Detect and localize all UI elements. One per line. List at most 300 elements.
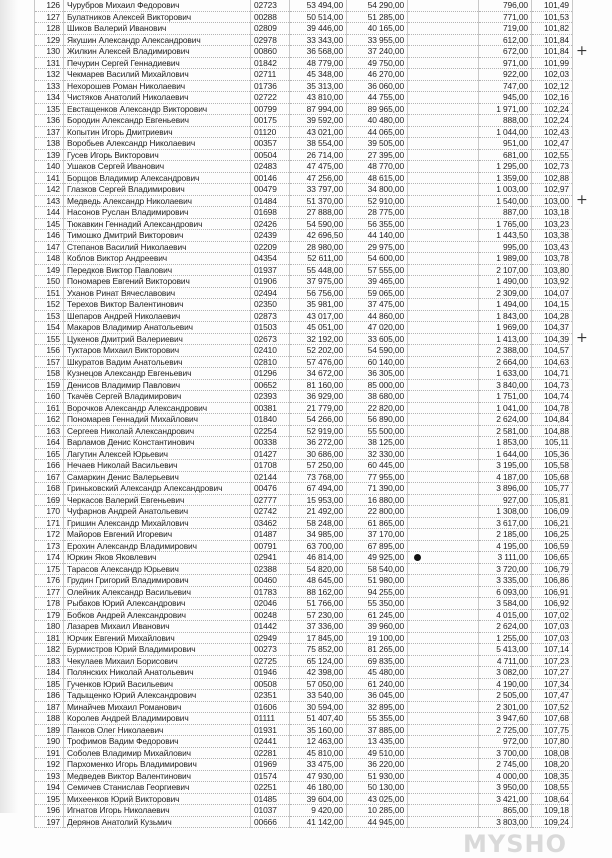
percent-cell: 107,34: [532, 678, 573, 690]
amount-after-cell: 10 285,00: [347, 805, 408, 817]
difference-cell: 3 421,00: [479, 793, 532, 805]
percent-cell: 107,80: [532, 736, 573, 748]
empty-cell-cell: [408, 793, 479, 805]
table-row: [35, 322, 573, 334]
empty-cell-cell: [408, 23, 479, 35]
employee-id-cell: 01484: [251, 195, 290, 207]
employee-id-cell: 02810: [251, 356, 290, 368]
table-row: [35, 782, 573, 794]
amount-after-cell: 54 290,00: [347, 0, 408, 11]
amount-before-cell: 37 336,00: [290, 621, 347, 633]
full-name-cell: Олейник Александр Васильевич: [64, 586, 251, 598]
amount-after-cell: 69 835,00: [347, 655, 408, 667]
amount-after-cell: 51 930,00: [347, 770, 408, 782]
row-number-cell: 181: [35, 632, 64, 644]
amount-after-cell: 77 955,00: [347, 471, 408, 483]
full-name-cell: Дерянов Анатолий Кузьмич: [64, 816, 251, 828]
amount-after-cell: 49 510,00: [347, 747, 408, 759]
amount-before-cell: 33 540,00: [290, 690, 347, 702]
amount-before-cell: 28 980,00: [290, 241, 347, 253]
amount-after-cell: 38 125,00: [347, 437, 408, 449]
amount-before-cell: 21 492,00: [290, 506, 347, 518]
percent-cell: 107,23: [532, 655, 573, 667]
empty-cell-cell: [408, 575, 479, 587]
handwritten-mark: +: [576, 42, 588, 59]
table-row: [35, 414, 573, 426]
row-number-cell: 133: [35, 80, 64, 92]
full-name-cell: Денисов Владимир Павлович: [64, 379, 251, 391]
difference-cell: 1 413,00: [479, 333, 532, 345]
table-row: [35, 241, 573, 253]
empty-cell-cell: [408, 379, 479, 391]
empty-cell-cell: [408, 80, 479, 92]
amount-after-cell: 40 165,00: [347, 23, 408, 35]
percent-cell: 104,39: [532, 333, 573, 345]
percent-cell: 105,58: [532, 460, 573, 472]
table-row: [35, 287, 573, 299]
table-row: [35, 195, 573, 207]
table-row: [35, 230, 573, 242]
percent-cell: 101,99: [532, 57, 573, 69]
employee-id-cell: 00248: [251, 609, 290, 621]
table-row: [35, 701, 573, 713]
amount-after-cell: 81 265,00: [347, 644, 408, 656]
full-name-cell: Кузнецов Александр Евгеньевич: [64, 368, 251, 380]
table-row: [35, 368, 573, 380]
empty-cell-cell: [408, 655, 479, 667]
difference-cell: 1 751,00: [479, 391, 532, 403]
amount-after-cell: 32 895,00: [347, 701, 408, 713]
amount-before-cell: 36 568,00: [290, 46, 347, 58]
empty-cell-cell: [408, 253, 479, 265]
amount-before-cell: 63 700,00: [290, 540, 347, 552]
row-number-cell: 139: [35, 149, 64, 161]
amount-before-cell: 57 250,00: [290, 460, 347, 472]
row-number-cell: 182: [35, 644, 64, 656]
percent-cell: 102,97: [532, 184, 573, 196]
employee-id-cell: 00508: [251, 678, 290, 690]
percent-cell: 108,55: [532, 782, 573, 794]
employee-id-cell: 02809: [251, 23, 290, 35]
percent-cell: 102,24: [532, 115, 573, 127]
amount-before-cell: 38 554,00: [290, 138, 347, 150]
table-row: [35, 759, 573, 771]
amount-before-cell: 35 160,00: [290, 724, 347, 736]
table-row: [35, 34, 573, 46]
difference-cell: 4 195,00: [479, 540, 532, 552]
difference-cell: 796,00: [479, 0, 532, 11]
full-name-cell: Гусев Игорь Викторович: [64, 149, 251, 161]
full-name-cell: Тадыщенко Юрий Александрович: [64, 690, 251, 702]
handwritten-mark: +: [576, 330, 588, 346]
amount-before-cell: 33 343,00: [290, 34, 347, 46]
amount-before-cell: 56 756,00: [290, 287, 347, 299]
percent-cell: 102,16: [532, 92, 573, 104]
row-number-cell: 165: [35, 448, 64, 460]
amount-after-cell: 59 065,00: [347, 287, 408, 299]
full-name-cell: Лазарев Михаил Иванович: [64, 621, 251, 633]
employee-id-cell: 00460: [251, 575, 290, 587]
employee-id-cell: 02777: [251, 494, 290, 506]
empty-cell-cell: [408, 540, 479, 552]
table-row: [35, 437, 573, 449]
percent-cell: 106,86: [532, 575, 573, 587]
empty-cell-cell: [408, 736, 479, 748]
table-row: [35, 207, 573, 219]
difference-cell: 3 335,00: [479, 575, 532, 587]
empty-cell-cell: [408, 184, 479, 196]
difference-cell: 2 581,00: [479, 425, 532, 437]
full-name-cell: Полянских Николай Анатольевич: [64, 667, 251, 679]
employee-id-cell: 00791: [251, 540, 290, 552]
full-name-cell: Коблов Виктор Андреевич: [64, 253, 251, 265]
difference-cell: 1 255,00: [479, 632, 532, 644]
amount-before-cell: 88 162,00: [290, 586, 347, 598]
amount-after-cell: 36 220,00: [347, 759, 408, 771]
percent-cell: 105,77: [532, 483, 573, 495]
full-name-cell: Насонов Руслан Владимирович: [64, 207, 251, 219]
amount-after-cell: 51 980,00: [347, 575, 408, 587]
table-row: [35, 552, 573, 564]
amount-before-cell: 26 714,00: [290, 149, 347, 161]
employee-id-cell: 00476: [251, 483, 290, 495]
row-number-cell: 155: [35, 333, 64, 345]
amount-after-cell: 16 880,00: [347, 494, 408, 506]
row-number-cell: 146: [35, 230, 64, 242]
difference-cell: 3 896,00: [479, 483, 532, 495]
amount-after-cell: 19 100,00: [347, 632, 408, 644]
amount-before-cell: 48 779,00: [290, 57, 347, 69]
row-number-cell: 152: [35, 299, 64, 311]
difference-cell: 1 853,00: [479, 437, 532, 449]
full-name-cell: Соболев Владимир Михайлович: [64, 747, 251, 759]
employee-id-cell: 02711: [251, 69, 290, 81]
percent-cell: 101,53: [532, 11, 573, 23]
amount-before-cell: 73 768,00: [290, 471, 347, 483]
table-row: [35, 299, 573, 311]
full-name-cell: Рыбаков Юрий Александрович: [64, 598, 251, 610]
empty-cell-cell: [408, 690, 479, 702]
employee-id-cell: 01842: [251, 57, 290, 69]
full-name-cell: Ворочков Александр Александрович: [64, 402, 251, 414]
amount-before-cell: 17 845,00: [290, 632, 347, 644]
employee-id-cell: 00799: [251, 103, 290, 115]
empty-cell-cell: [408, 287, 479, 299]
full-name-cell: Макаров Владимир Анатольевич: [64, 322, 251, 334]
row-number-cell: 167: [35, 471, 64, 483]
row-number-cell: 173: [35, 540, 64, 552]
amount-before-cell: 67 494,00: [290, 483, 347, 495]
amount-after-cell: 48 770,00: [347, 161, 408, 173]
full-name-cell: Глазков Сергей Владимирович: [64, 184, 251, 196]
employee-id-cell: 02742: [251, 506, 290, 518]
amount-before-cell: 27 888,00: [290, 207, 347, 219]
full-name-cell: Чуфарнов Андрей Анатольевич: [64, 506, 251, 518]
amount-after-cell: 55 350,00: [347, 598, 408, 610]
percent-cell: 106,91: [532, 586, 573, 598]
empty-cell-cell: [408, 161, 479, 173]
employee-id-cell: 01937: [251, 264, 290, 276]
empty-cell-cell: [408, 586, 479, 598]
percent-cell: 101,84: [532, 46, 573, 58]
full-name-cell: Булатников Алексей Викторович: [64, 11, 251, 23]
table-row: [35, 253, 573, 265]
amount-after-cell: 49 925,00: [347, 552, 408, 564]
amount-before-cell: 51 407,40: [290, 713, 347, 725]
empty-cell-cell: [408, 816, 479, 828]
amount-before-cell: 48 645,00: [290, 575, 347, 587]
difference-cell: 672,00: [479, 46, 532, 58]
percent-cell: 108,64: [532, 793, 573, 805]
row-number-cell: 159: [35, 379, 64, 391]
amount-after-cell: 39 465,00: [347, 276, 408, 288]
amount-before-cell: 75 852,00: [290, 644, 347, 656]
full-name-cell: Пархоменко Игорь Владимирович: [64, 759, 251, 771]
amount-after-cell: 46 270,00: [347, 69, 408, 81]
percent-cell: 107,02: [532, 609, 573, 621]
employee-id-cell: 00357: [251, 138, 290, 150]
percent-cell: 101,84: [532, 34, 573, 46]
amount-after-cell: 33 605,00: [347, 333, 408, 345]
table-row: [35, 736, 573, 748]
amount-before-cell: 53 494,00: [290, 0, 347, 11]
amount-after-cell: 67 895,00: [347, 540, 408, 552]
empty-cell-cell: [408, 471, 479, 483]
percent-cell: 107,03: [532, 632, 573, 644]
percent-cell: 102,55: [532, 149, 573, 161]
difference-cell: 888,00: [479, 115, 532, 127]
table-row: [35, 69, 573, 81]
difference-cell: 681,00: [479, 149, 532, 161]
empty-cell-cell: [408, 310, 479, 322]
empty-cell-cell: [408, 126, 479, 138]
table-row: [35, 448, 573, 460]
amount-before-cell: 39 592,00: [290, 115, 347, 127]
full-name-cell: Ерохин Александр Владимирович: [64, 540, 251, 552]
percent-cell: 105,36: [532, 448, 573, 460]
empty-cell-cell: [408, 172, 479, 184]
amount-after-cell: 37 170,00: [347, 529, 408, 541]
table-row: [35, 667, 573, 679]
amount-before-cell: 33 797,00: [290, 184, 347, 196]
employee-id-cell: 00860: [251, 46, 290, 58]
difference-cell: 4 711,00: [479, 655, 532, 667]
amount-after-cell: 47 020,00: [347, 322, 408, 334]
amount-after-cell: 52 910,00: [347, 195, 408, 207]
percent-cell: 104,07: [532, 287, 573, 299]
amount-before-cell: 9 420,00: [290, 805, 347, 817]
percent-cell: 102,12: [532, 80, 573, 92]
difference-cell: 971,00: [479, 57, 532, 69]
difference-cell: 3 720,00: [479, 563, 532, 575]
difference-cell: 1 989,00: [479, 253, 532, 265]
employee-id-cell: 02978: [251, 34, 290, 46]
row-number-cell: 193: [35, 770, 64, 782]
empty-cell-cell: [408, 115, 479, 127]
full-name-cell: Уханов Ринат Вячеславович: [64, 287, 251, 299]
empty-cell-cell: [408, 103, 479, 115]
difference-cell: 3 111,00: [479, 552, 532, 564]
percent-cell: 104,78: [532, 402, 573, 414]
amount-before-cell: 39 604,00: [290, 793, 347, 805]
empty-cell-cell: [408, 517, 479, 529]
full-name-cell: Пономарев Геннадий Михайлович: [64, 414, 251, 426]
empty-cell-cell: [408, 195, 479, 207]
empty-cell-cell: [408, 563, 479, 575]
full-name-cell: Сергеев Николай Александрович: [64, 425, 251, 437]
amount-before-cell: 43 810,00: [290, 92, 347, 104]
full-name-cell: Нечаев Николай Васильевич: [64, 460, 251, 472]
empty-cell-cell: [408, 782, 479, 794]
table-row: [35, 609, 573, 621]
amount-before-cell: 65 124,00: [290, 655, 347, 667]
empty-cell-cell: [408, 678, 479, 690]
percent-cell: 104,74: [532, 391, 573, 403]
percent-cell: 107,75: [532, 724, 573, 736]
amount-after-cell: 39 505,00: [347, 138, 408, 150]
watermark: MYSHO: [463, 830, 568, 858]
empty-cell-cell: [408, 402, 479, 414]
amount-after-cell: 54 600,00: [347, 253, 408, 265]
table-row: [35, 172, 573, 184]
difference-cell: 3 082,00: [479, 667, 532, 679]
row-number-cell: 189: [35, 724, 64, 736]
percent-cell: 107,68: [532, 713, 573, 725]
amount-before-cell: 45 348,00: [290, 69, 347, 81]
row-number-cell: 150: [35, 276, 64, 288]
empty-cell-cell: [408, 414, 479, 426]
amount-before-cell: 36 272,00: [290, 437, 347, 449]
amount-before-cell: 36 929,00: [290, 391, 347, 403]
amount-before-cell: 43 021,00: [290, 126, 347, 138]
amount-before-cell: 34 985,00: [290, 529, 347, 541]
amount-before-cell: 30 686,00: [290, 448, 347, 460]
full-name-cell: Варламов Денис Константинович: [64, 437, 251, 449]
full-name-cell: Королев Андрей Владимирович: [64, 713, 251, 725]
row-number-cell: 191: [35, 747, 64, 759]
row-number-cell: 131: [35, 57, 64, 69]
amount-before-cell: 55 448,00: [290, 264, 347, 276]
empty-cell-cell: [408, 701, 479, 713]
amount-before-cell: 81 160,00: [290, 379, 347, 391]
amount-before-cell: 30 594,00: [290, 701, 347, 713]
amount-after-cell: 28 775,00: [347, 207, 408, 219]
full-name-cell: Тимошко Дмитрий Викторович: [64, 230, 251, 242]
amount-before-cell: 37 975,00: [290, 276, 347, 288]
amount-after-cell: 89 965,00: [347, 103, 408, 115]
difference-cell: 2 624,00: [479, 414, 532, 426]
percent-cell: 104,57: [532, 345, 573, 357]
amount-before-cell: 32 192,00: [290, 333, 347, 345]
amount-before-cell: 21 779,00: [290, 402, 347, 414]
amount-after-cell: 39 960,00: [347, 621, 408, 633]
percent-cell: 104,15: [532, 299, 573, 311]
table-row: [35, 276, 573, 288]
empty-cell-cell: [408, 644, 479, 656]
amount-after-cell: 56 355,00: [347, 218, 408, 230]
table-row: [35, 816, 573, 828]
employee-id-cell: 01946: [251, 667, 290, 679]
amount-before-cell: 52 611,00: [290, 253, 347, 265]
table-body: [35, 0, 573, 828]
full-name-cell: Лагутин Алексей Юрьевич: [64, 448, 251, 460]
table-row: [35, 103, 573, 115]
full-name-cell: Шепаров Андрей Николаевич: [64, 310, 251, 322]
row-number-cell: 170: [35, 506, 64, 518]
employee-id-cell: 00504: [251, 149, 290, 161]
row-number-cell: 180: [35, 621, 64, 633]
full-name-cell: Чекмарев Василий Михайлович: [64, 69, 251, 81]
employee-id-cell: 01783: [251, 586, 290, 598]
difference-cell: 1 295,00: [479, 161, 532, 173]
empty-cell-cell: [408, 506, 479, 518]
table-row: [35, 345, 573, 357]
amount-before-cell: 45 051,00: [290, 322, 347, 334]
amount-before-cell: 57 050,00: [290, 678, 347, 690]
full-name-cell: Бородин Александр Евгеньевич: [64, 115, 251, 127]
amount-before-cell: 41 142,00: [290, 816, 347, 828]
employee-id-cell: 01931: [251, 724, 290, 736]
full-name-cell: Чурубров Михаил Федорович: [64, 0, 251, 11]
empty-cell-cell: [408, 667, 479, 679]
empty-cell-cell: [408, 149, 479, 161]
difference-cell: 922,00: [479, 69, 532, 81]
row-number-cell: 168: [35, 483, 64, 495]
amount-before-cell: 46 180,00: [290, 782, 347, 794]
amount-before-cell: 35 313,00: [290, 80, 347, 92]
table-row: [35, 770, 573, 782]
table-row: [35, 460, 573, 472]
row-number-cell: 179: [35, 609, 64, 621]
difference-cell: 4 190,00: [479, 678, 532, 690]
percent-cell: 106,65: [532, 552, 573, 564]
percent-cell: 106,79: [532, 563, 573, 575]
empty-cell-cell: [408, 483, 479, 495]
employee-id-cell: 00288: [251, 11, 290, 23]
full-name-cell: Евстащенков Александр Викторович: [64, 103, 251, 115]
row-number-cell: 177: [35, 586, 64, 598]
amount-after-cell: 43 025,00: [347, 793, 408, 805]
employee-id-cell: 00666: [251, 816, 290, 828]
row-number-cell: 166: [35, 460, 64, 472]
percent-cell: 103,92: [532, 276, 573, 288]
table-row: [35, 310, 573, 322]
amount-after-cell: 61 245,00: [347, 609, 408, 621]
table-row: [35, 724, 573, 736]
table-row: [35, 517, 573, 529]
percent-cell: 107,47: [532, 690, 573, 702]
employee-id-cell: 00146: [251, 172, 290, 184]
empty-cell-cell: [408, 770, 479, 782]
difference-cell: 1 969,00: [479, 322, 532, 334]
amount-after-cell: 58 540,00: [347, 563, 408, 575]
employee-id-cell: 02494: [251, 287, 290, 299]
difference-cell: 995,00: [479, 241, 532, 253]
row-number-cell: 149: [35, 264, 64, 276]
table-row: [35, 678, 573, 690]
difference-cell: 1 443,50: [479, 230, 532, 242]
employee-id-cell: 02426: [251, 218, 290, 230]
percent-cell: 102,88: [532, 172, 573, 184]
difference-cell: 951,00: [479, 138, 532, 150]
table-row: [35, 494, 573, 506]
table-row: [35, 529, 573, 541]
empty-cell-cell: [408, 218, 479, 230]
amount-after-cell: 13 435,00: [347, 736, 408, 748]
employee-id-cell: 02725: [251, 655, 290, 667]
difference-cell: 2 301,00: [479, 701, 532, 713]
amount-after-cell: 55 355,00: [347, 713, 408, 725]
